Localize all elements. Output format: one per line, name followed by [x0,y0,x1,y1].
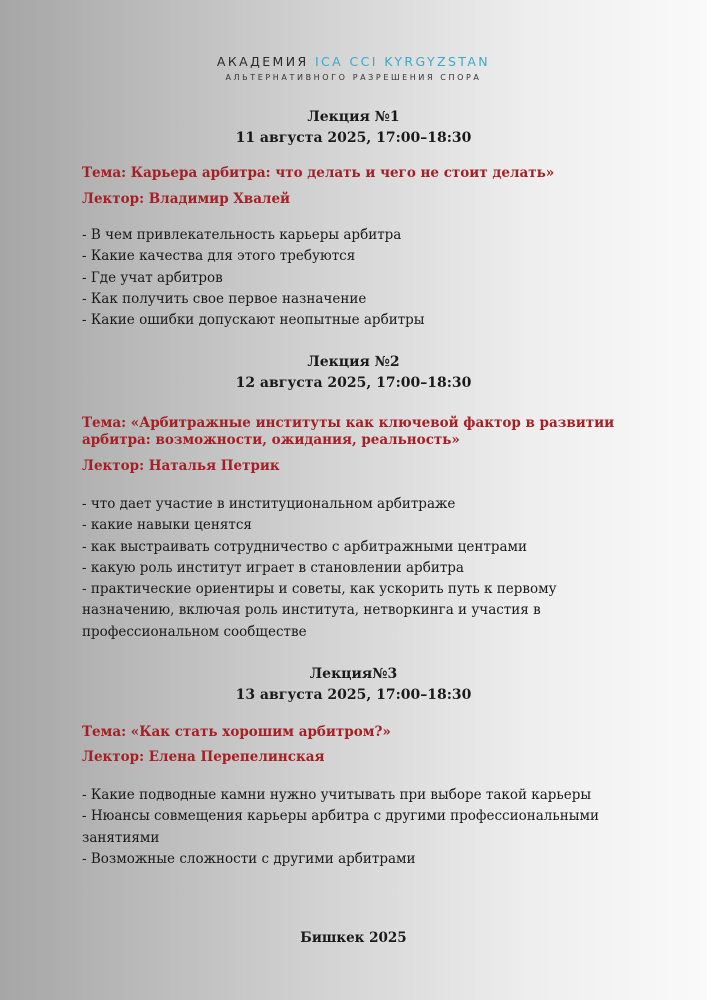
list-item: - какую роль институт играет в становлении арбитра [82,559,464,576]
lecture-3-title: Лекция№3 [309,666,398,682]
list-item: - Где учат арбитров [82,269,223,286]
list-item: - Как получить свое первое назначение [82,290,367,307]
academy-title-prefix: АКАДЕМИЯ [216,54,315,69]
list-item: - Какие подводные камни нужно учитывать при выборе такой карьеры [82,787,592,803]
lecture-3-points [82,785,652,870]
academy-subtitle: АЛЬТЕРНАТИВНОГО РАЗРЕШЕНИЯ СПОРА [225,73,482,82]
lecture-1-topic: Тема: Карьера арбитра: что делать и чего не стоит делать» [82,165,555,181]
lecture-3-heading [0,664,707,706]
lecture-2-date: 12 августа 2025, 17:00–18:30 [235,375,472,391]
list-item: - В чем привлекательность карьеры арбитра [82,227,402,243]
lecture-1-heading [0,107,707,149]
list-item: - как выстраивать сотрудничество с арбитражными центрами [82,538,528,555]
academy-header [0,54,707,82]
lecture-3-lector: Лектор: Елена Перепелинская [82,749,325,765]
list-item: - Какие качества для этого требуются [82,248,356,265]
lecture-2-title: Лекция №2 [307,354,400,370]
lecture-3-date: 13 августа 2025, 17:00–18:30 [235,687,472,703]
list-item: - Какие ошибки допускают неопытные арбитры [82,312,425,329]
lecture-3-topic: Тема: «Как стать хорошим арбитром?» [82,724,391,740]
list-item: - какие навыки ценятся [82,517,252,534]
list-item: - практические ориентиры и советы, как ускорить путь к первому назначению, включая роль института, нетворкинга и участия в профессиональном сообществе [82,581,557,640]
list-item: - что дает участие в институциональном арбитраже [82,496,456,512]
lecture-2-topic: Тема: «Арбитражные институты как ключевой фактор в развитии арбитра: возможности, ожидания, реальность» [82,415,615,448]
lecture-1-date: 11 августа 2025, 17:00–18:30 [235,130,472,146]
lecture-2-heading [0,352,707,394]
list-item: - Нюансы совмещения карьеры арбитра с другими профессиональными занятиями [82,808,599,846]
list-item: - Возможные сложности с другими арбитрами [82,850,416,867]
academy-title [0,54,707,69]
lecture-2-points [82,494,652,643]
lecture-1-title: Лекция №1 [307,109,400,125]
location-year: Бишкек 2025 [300,930,407,946]
lecture-2-lector: Лектор: Наталья Петрик [82,458,280,474]
lecture-1-lector: Лектор: Владимир Хвалей [82,191,291,207]
lecture-1-points [82,225,652,331]
academy-title-accent: ICA CCI KYRGYZSTAN [314,54,491,69]
